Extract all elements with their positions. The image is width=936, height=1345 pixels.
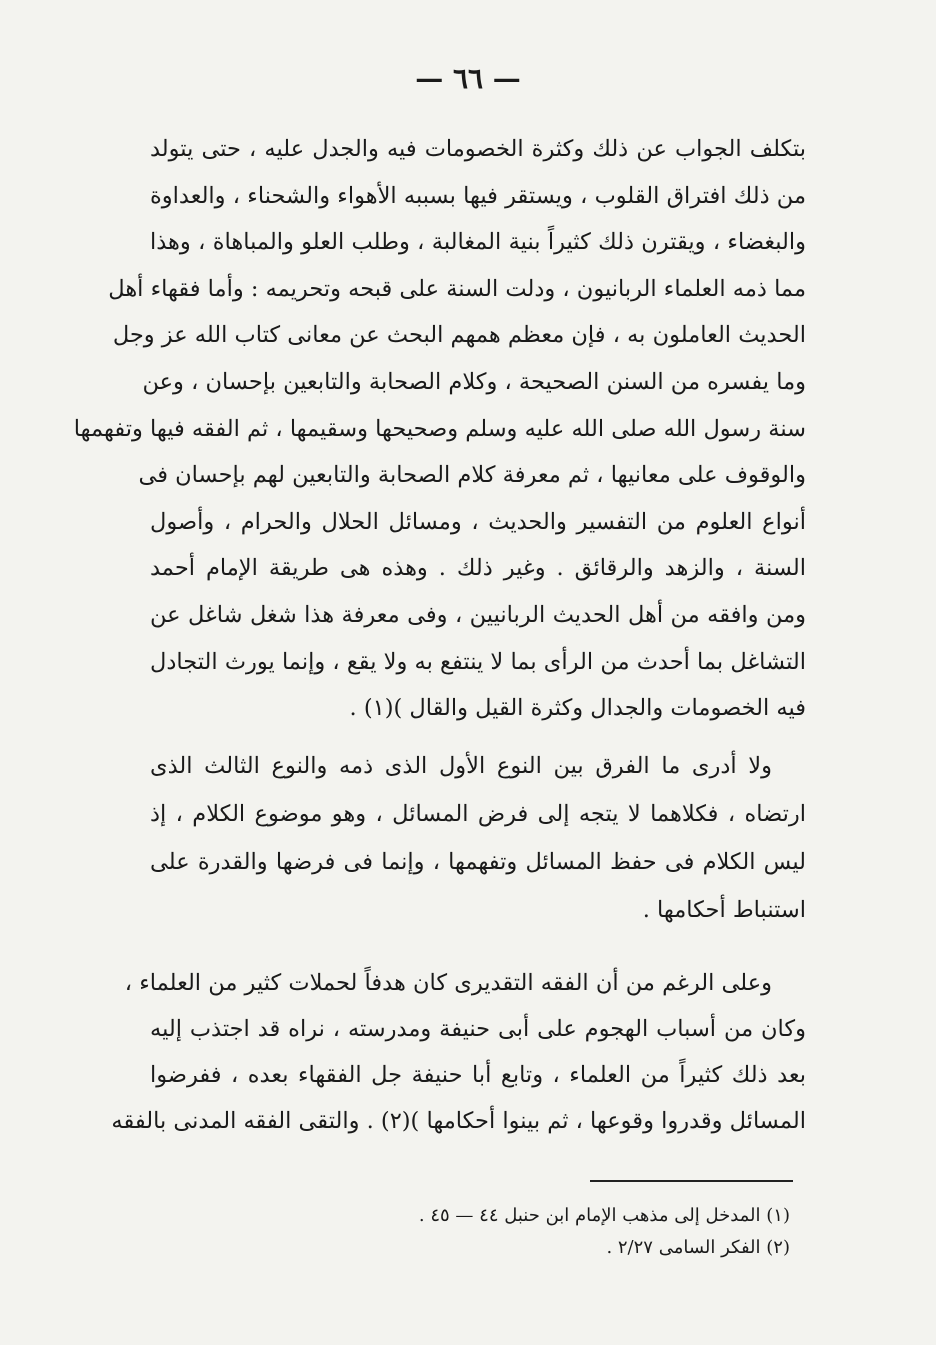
text-line: ومن وافقه من أهل الحديث الربانيين ، وفى معرفة هذا شغل شاغل عن: [150, 601, 806, 628]
text-line: مما ذمه العلماء الربانيون ، ودلت السنة على قبحه وتحريمه : وأما فقهاء أهل: [108, 275, 806, 302]
paragraph-1: [73, 126, 806, 732]
text-line: التشاغل بما أحدث من الرأى بما لا ينتفع به ولا يقع ، وإنما يورث التجادل: [150, 648, 806, 675]
text-line: وكان من أسباب الهجوم على أبى حنيفة ومدرسته ، نراه قد اجتذب إليه: [150, 1016, 806, 1042]
text-line: من ذلك افتراق القلوب ، ويستقر فيها بسببه الأهواء والشحناء ، والعداوة: [150, 182, 806, 209]
footnote-1: (١) المدخل إلى مذهب الإمام ابن حنبل ٤٤ — ٤٥ .: [418, 1205, 790, 1226]
text-line: والوقوف على معانيها ، ثم معرفة كلام الصحابة والتابعين لهم بإحسان فى: [138, 462, 806, 489]
text-line: المسائل وقدروا وقوعها ، ثم بينوا أحكامها )(٢) . والتقى الفقه المدنى بالفقه: [111, 1108, 806, 1134]
text-line: الحديث العاملون به ، فإن معظم همهم البحث عن معانى كتاب الله عز وجل: [112, 322, 806, 349]
text-line: والبغضاء ، ويقترن ذلك كثيراً بنية المغالبة ، وطلب العلو والمباهاة ، وهذا: [150, 229, 806, 256]
text-line: وعلى الرغم من أن الفقه التقديرى كان هدفاً لحملات كثير من العلماء ،: [124, 970, 772, 996]
paragraph-3: [111, 960, 806, 1144]
text-line: ليس الكلام فى حفظ المسائل وتفهمها ، وإنما فى فرضها والقدرة على: [150, 849, 806, 875]
text-line: استنباط أحكامها .: [642, 897, 806, 923]
text-line: فيه الخصومات والجدال وكثرة القيل والقال )(١) .: [349, 695, 806, 722]
text-line: وما يفسره من السنن الصحيحة ، وكلام الصحابة والتابعين بإحسان ، وعن: [142, 368, 806, 395]
text-line: بتكلف الجواب عن ذلك وكثرة الخصومات فيه والجدل عليه ، حتى يتولد: [150, 136, 806, 162]
paragraph-2: [150, 742, 806, 934]
footnotes: [300, 1200, 790, 1264]
page-number: — ٦٦ —: [415, 62, 521, 95]
text-line: أنواع العلوم من التفسير والحديث ، ومسائل الحلال والحرام ، وأصول: [150, 508, 806, 535]
text-line: ارتضاه ، فكلاهما لا يتجه إلى فرض المسائل ، وهو موضوع الكلام ، إذ: [150, 801, 806, 827]
footnote-2: (٢) الفكر السامى ٢/٢٧ .: [606, 1237, 790, 1258]
text-line: السنة ، والزهد والرقائق . وغير ذلك . وهذه هى طريقة الإمام أحمد: [150, 555, 806, 582]
footnote-divider: [590, 1180, 793, 1182]
text-line: ولا أدرى ما الفرق بين النوع الأول الذى ذمه والنوع الثالث الذى: [150, 753, 772, 779]
text-line: بعد ذلك كثيراً من العلماء ، وتابع أبا حنيفة جل الفقهاء بعده ، ففرضوا: [150, 1062, 806, 1088]
text-line: سنة رسول الله صلى الله عليه وسلم وصحيحها وسقيمها ، ثم الفقه فيها وتفهمها: [73, 415, 806, 442]
